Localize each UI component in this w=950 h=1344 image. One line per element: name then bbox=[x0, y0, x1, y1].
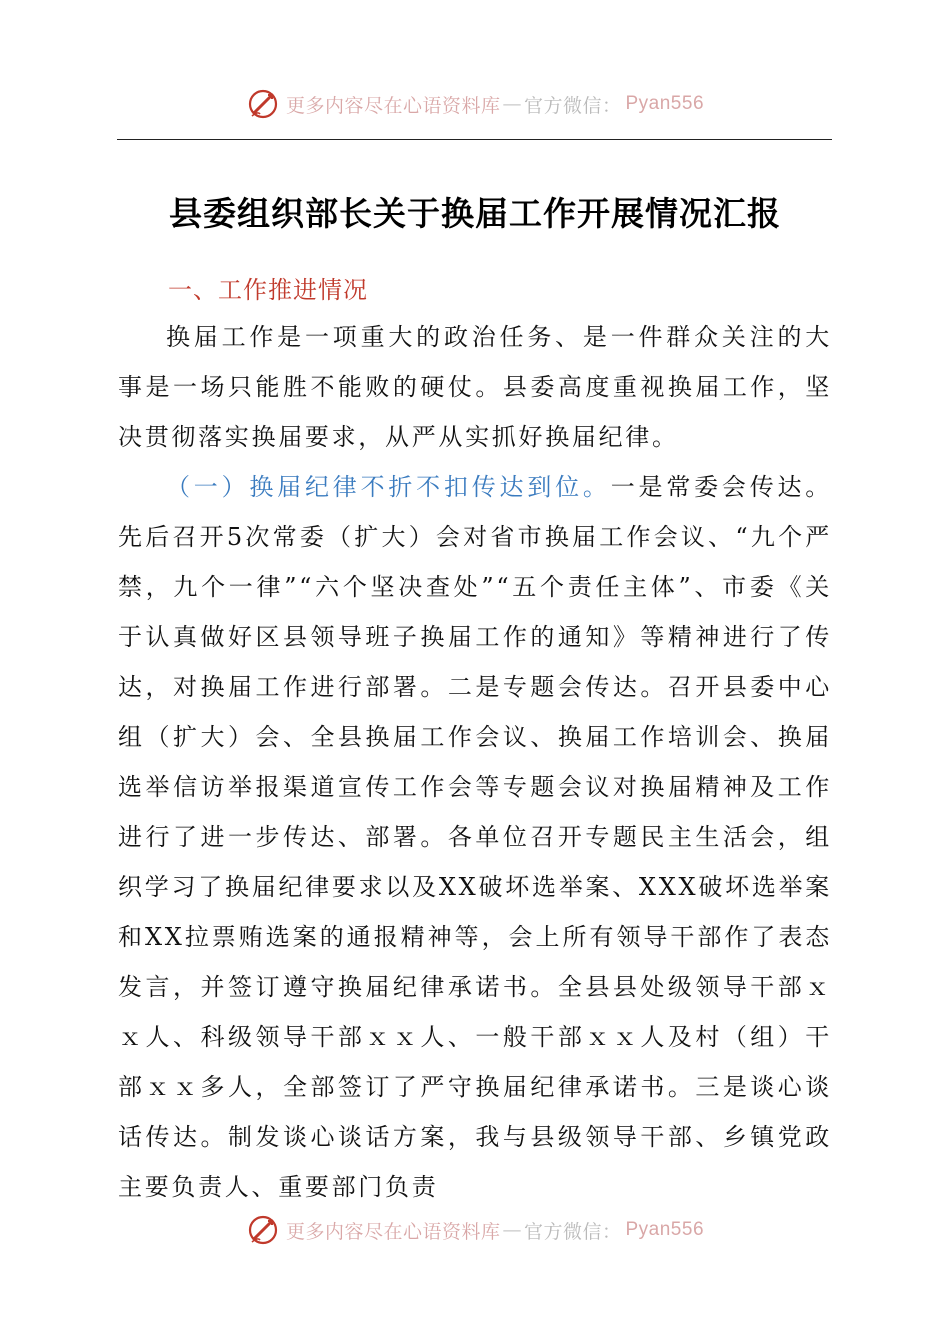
paragraph-intro: 换届工作是一项重大的政治任务、是一件群众关注的大事是一场只能胜不能败的硬仗。县委高度重视换届工作，坚决贯彻落实换届要求，从严从实抓好换届纪律。 bbox=[118, 323, 832, 451]
pen-logo-icon bbox=[246, 1213, 280, 1247]
paragraph-discipline bbox=[118, 462, 832, 1212]
banner-dash: — bbox=[502, 1219, 522, 1241]
document-title: 县委组织部长关于换届工作开展情况汇报 bbox=[169, 194, 781, 233]
header-divider bbox=[117, 139, 832, 140]
pen-logo-icon bbox=[246, 87, 280, 121]
banner-wechat-id: Pyan556 bbox=[625, 93, 705, 114]
subheading-discipline: （一）换届纪律不折不扣传达到位。 bbox=[166, 473, 611, 501]
banner-dash: — bbox=[502, 93, 522, 115]
header-banner bbox=[0, 84, 950, 124]
banner-slogan: 更多内容尽在心语资料库 bbox=[285, 1220, 501, 1243]
banner-wechat-label: 官方微信： bbox=[523, 94, 622, 117]
paragraph-discipline-body: 一是常委会传达。先后召开5次常委（扩大）会对省市换届工作会议、“九个严禁，九个一律”“六个坚决查处”“五个责任主体”、市委《关于认真做好区县领导班子换届工作的通知》等精神进行了传达，对换届工作进行部署。二是专题会传达。召开县委中心组（扩大）会、全县换届工作会议、换届工作培训会、换届选举信访举报渠道宣传工作会等专题会议对换届精神及工作进行了进一步传达、部署。各单位召开专题民主生活会，组织学习了换届纪律要求以及XX破坏选举案、XXX破坏选举案和XX拉票贿选案的通报精神等，会上所有领导干部作了表态发言，并签订遵守换届纪律承诺书。全县县处级领导干部ｘｘ人、科级领导干部ｘｘ人、一般干部ｘｘ人及村（组）干部ｘｘ多人，全部签订了严守换届纪律承诺书。三是谈心谈话传达。制发谈心谈话方案，我与县级领导干部、乡镇党政主要负责人、重要部门负责 bbox=[118, 473, 832, 1201]
footer-banner bbox=[0, 1210, 950, 1250]
banner-slogan: 更多内容尽在心语资料库 bbox=[285, 94, 501, 117]
banner-wechat-id: Pyan556 bbox=[625, 1219, 705, 1240]
banner-wechat-label: 官方微信： bbox=[523, 1220, 622, 1243]
section-heading: 一、工作推进情况 bbox=[168, 276, 368, 304]
